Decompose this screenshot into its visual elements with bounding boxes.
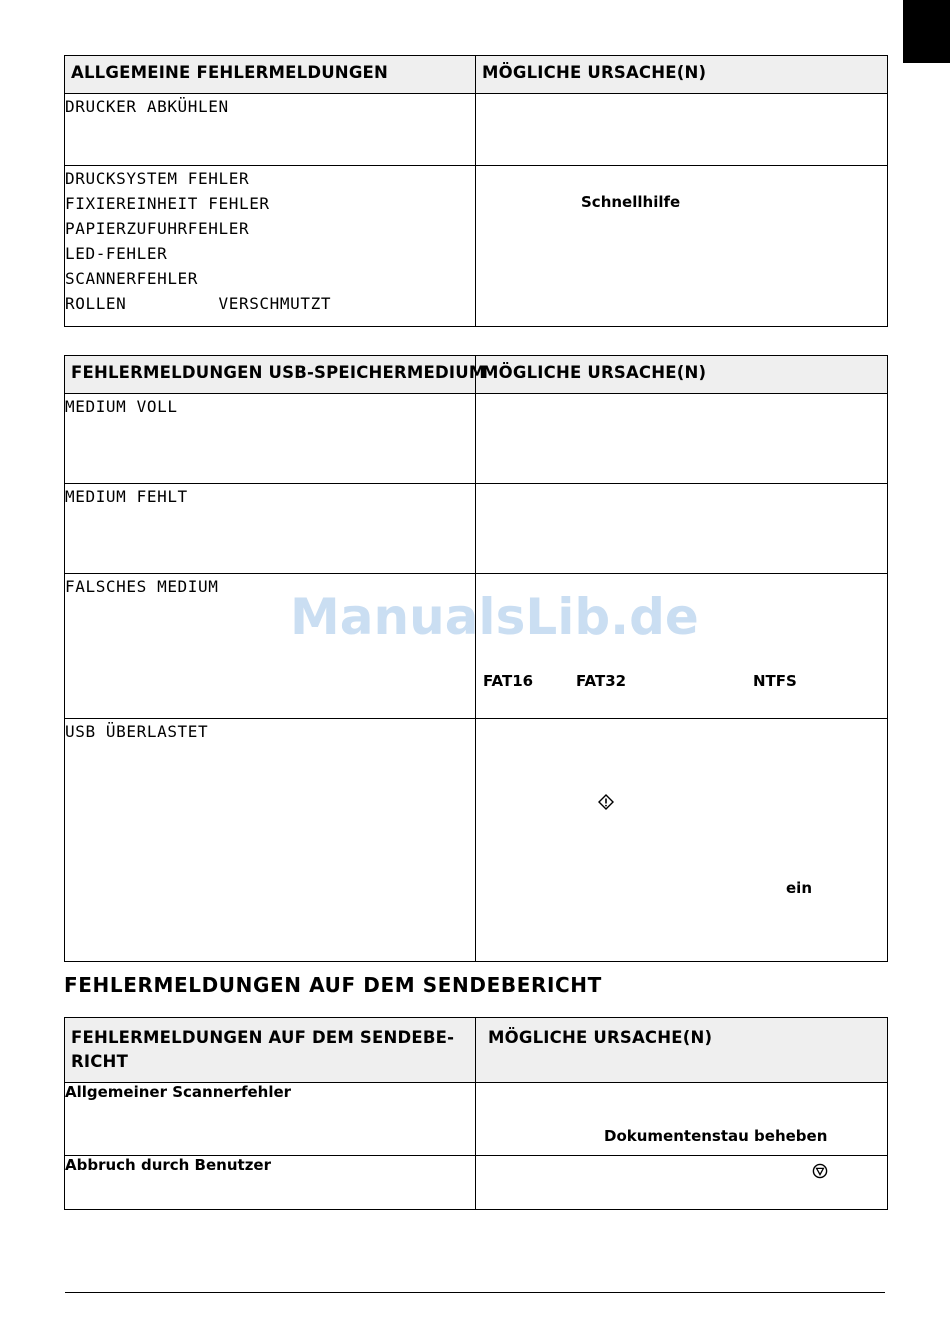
error-message: MEDIUM VOLL	[65, 397, 178, 416]
cause-keyword: Dokumentenstau beheben	[604, 1127, 828, 1145]
footer-divider	[65, 1292, 885, 1293]
table-row	[65, 1083, 476, 1156]
cause-keyword: Schnellhilfe	[581, 193, 681, 211]
error-message: LED-FEHLER	[65, 244, 168, 263]
error-message: PAPIERZUFUHRFEHLER	[65, 219, 250, 238]
cause-cell	[476, 1083, 888, 1156]
usb-errors-table	[64, 355, 888, 962]
cause-cell	[476, 719, 888, 962]
error-message: Abbruch durch Benutzer	[65, 1156, 271, 1174]
error-message: DRUCKSYSTEM FEHLER	[65, 169, 250, 188]
cause-cell	[476, 484, 888, 574]
error-message: SCANNERFEHLER	[65, 269, 199, 288]
error-message: FALSCHES MEDIUM	[65, 577, 219, 596]
cause-keyword: NTFS	[753, 672, 797, 690]
error-message: DRUCKER ABKÜHLEN	[65, 97, 229, 116]
cause-cell	[476, 94, 888, 166]
table-header-causes: MÖGLICHE URSACHE(N)	[476, 1018, 888, 1083]
cause-keyword: FAT16	[483, 672, 534, 690]
table-row	[65, 394, 476, 484]
table-row	[65, 719, 476, 962]
cause-keyword: FAT32	[576, 672, 627, 690]
transmission-report-errors-table	[64, 1017, 888, 1210]
section-title: FEHLERMELDUNGEN AUF DEM SENDEBERICHT	[64, 973, 602, 997]
error-message: USB ÜBERLASTET	[65, 722, 209, 741]
cause-cell	[476, 394, 888, 484]
error-message: Allgemeiner Scannerfehler	[65, 1083, 292, 1101]
watermark: ManualsLib.de	[290, 588, 699, 646]
table-row	[65, 484, 476, 574]
table-header-messages: FEHLERMELDUNGEN USB-SPEICHERMEDIUM	[65, 356, 476, 394]
general-errors-table	[64, 55, 888, 327]
chapter-tab	[903, 0, 950, 63]
table-header-messages: ALLGEMEINE FEHLERMELDUNGEN	[65, 56, 476, 94]
cause-cell	[476, 166, 888, 327]
error-message: MEDIUM FEHLT	[65, 487, 188, 506]
start-button-icon	[598, 794, 614, 810]
table-header-causes: MÖGLICHE URSACHE(N)	[476, 56, 888, 94]
table-header-messages: FEHLERMELDUNGEN AUF DEM SENDEBE-RICHT	[65, 1018, 476, 1083]
table-row	[65, 166, 476, 327]
cause-keyword: ein	[786, 879, 812, 897]
table-row	[65, 94, 476, 166]
table-header-causes: MÖGLICHE URSACHE(N)	[476, 356, 888, 394]
error-message: FIXIEREINHEIT FEHLER	[65, 194, 270, 213]
table-row	[65, 1156, 476, 1210]
error-message: ROLLEN VERSCHMUTZT	[65, 294, 332, 313]
cause-cell	[476, 1156, 888, 1210]
stop-button-icon	[812, 1163, 828, 1179]
